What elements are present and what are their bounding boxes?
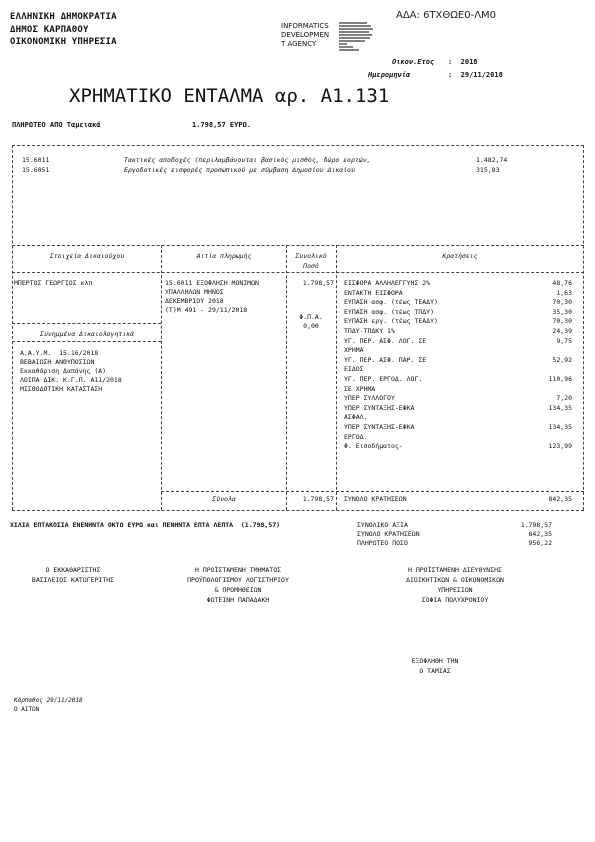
signature-line: Η ΠΡΟΪΣΤΑΜΕΝΗ ΔΙΕΥΘΥΝΣΗΣ xyxy=(408,566,502,574)
signature-line: ΒΑΣΙΛΕΙΟΣ ΚΑΤΩΓΕΡΙΤΗΣ xyxy=(31,576,115,584)
signature-line: & ΠΡΟΜΗΘΕΙΩΝ xyxy=(214,586,262,594)
attachment-item: Α.Α.Υ.Μ. 15.16/2018 xyxy=(20,349,99,357)
signature-line: Ο ΕΚΚΑΘΑΡΙΣΤΗΣ xyxy=(45,566,101,574)
deduction-amount: 70,30 xyxy=(552,317,572,326)
deduction-name: ΕΥΠΑΣΗ ασφ. (τέως ΤΠΔΥ) xyxy=(344,307,435,316)
deduction-amount: 134,35 xyxy=(548,403,572,412)
row-total: 1.798,57 xyxy=(302,279,334,287)
sum-deductions-label: ΣΥΝΟΛΟ ΚΡΑΤΗΣΕΩΝ xyxy=(344,495,407,503)
attachments-label: Συνημμένα Δικαιολογητικά xyxy=(40,330,134,338)
deduction-amount: 7,20 xyxy=(556,394,572,403)
reason-line: (Τ)Μ 491 - 29/11/2018 xyxy=(165,306,248,314)
sum-total: 1.798,57 xyxy=(302,495,334,503)
deduction-amount: 24,39 xyxy=(552,327,572,335)
deduction-name: ΥΓ. ΠΕΡ. ΑΣΦ. ΛΟΓ. ΣΕ xyxy=(344,336,427,345)
beneficiary-name: ΜΠΕΡΤΟΣ ΓΕΩΡΓΙΟΣ κλπ xyxy=(14,279,93,287)
deduction-name: ΕΥΠΑΣΗ ασφ. (τέως ΤΕΑΔΥ) xyxy=(344,298,438,307)
ada-code: ΑΔΑ: 6ΤΧΘΩΕ0-ΛΜ0 xyxy=(396,10,497,21)
attachment-item: ΜΙΣΘΟΔΟΤΙΚΗ ΚΑΤΑΣΤΑΣΗ xyxy=(20,385,103,393)
logo-fineprint-icon xyxy=(339,22,399,56)
deduction-name: ΕΙΔΟΣ xyxy=(344,365,364,374)
logo-line-2: DEVELOPMEN xyxy=(281,31,330,39)
deduction-name: ΣΕ ΧΡΗΜΑ xyxy=(344,384,376,393)
amount-in-words: ΧΙΛΙΑ ΕΠΤΑΚΟΣΙΑ ΕΝΕΝΗΝΤΑ ΟΚΤΩ ΕΥΡΩ και ΠΕΝΗΝΤΑ ΕΠΤΑ ΛΕΠΤΑ (1.798,57) xyxy=(10,521,281,529)
deduction-amount: 9,75 xyxy=(556,336,572,345)
logo-line-1: INFORMATICS xyxy=(281,22,329,30)
deduction-name: ΕΥΠΑΣΗ εργ. (τέως ΤΕΑΔΥ) xyxy=(344,317,438,326)
col-deductions: Κρατήσεις xyxy=(442,252,478,260)
signature-line: ΠΡΟΫΠΟΛΟΓΙΣΜΟΥ ΛΟΓΙΣΤΗΡΙΟΥ xyxy=(187,576,289,584)
signature-line: Η ΠΡΟΪΣΤΑΜΕΝΗ ΤΜΗΜΑΤΟΣ xyxy=(194,566,282,574)
payable-label: ΠΛΗΡΩΤΕΟ ΑΠΟ Ταμειακά xyxy=(12,121,101,129)
col-total-1: Συνολικό xyxy=(295,252,327,260)
account-amount: 1.482,74 xyxy=(476,156,508,164)
account-desc: Εργοδοτικές εισφορές προσωπικού με σύμβαση Δημοσίου Δικαίου xyxy=(124,166,355,174)
deduction-name: ΕΙΣΦΟΡΑ ΑΛΛΗΛΕΓΓΥΗΣ 2% xyxy=(344,279,431,287)
sum-deductions-total: 842,35 xyxy=(548,495,572,503)
deduction-name: ΥΓ. ΠΕΡ. ΕΡΓΟΔ. ΛΟΓ. xyxy=(344,375,423,383)
logo xyxy=(281,22,401,50)
attachment-item: ΒΕΒΑΙΩΣΗ ΑΝΘΥΠΟΣΙΩΝ xyxy=(20,358,95,366)
deduction-name: ΕΡΓΟΔ. xyxy=(344,432,368,441)
org-line-3: ΟΙΚΟΝΟΜΙΚΗ ΥΠΗΡΕΣΙΑ xyxy=(10,37,117,47)
account-desc: Τακτικές αποδοχές (περιλαμβάνονται βασικός μισθός, δώρο εορτών, xyxy=(124,156,371,164)
signature-line: ΔΙΟΙΚΗΤΙΚΩΝ & ΟΙΚΟΝΟΜΙΚΩΝ xyxy=(406,576,504,584)
deduction-amount: 48,76 xyxy=(552,279,572,287)
deduction-name: ΑΣΦΑΛ. xyxy=(344,413,368,422)
deduction-amount: 110,96 xyxy=(548,375,572,383)
summary-value: 1.798,57 xyxy=(520,521,552,529)
footer-applicant: Ο ΑΙΤΩΝ xyxy=(14,706,40,713)
account-amount: 315,83 xyxy=(476,166,500,174)
fpa-value: 0,00 xyxy=(303,322,319,330)
fpa-label: Φ.Π.Α. xyxy=(299,313,323,321)
reason-line: ΔΕΚΕΜΒΡΙΟΥ 2018 xyxy=(165,297,224,305)
fiscal-year-value: : 2018 xyxy=(448,58,478,66)
payable-amount: 1.798,57 ΕΥΡΩ. xyxy=(192,121,252,129)
summary-label: ΠΛΗΡΩΤΕΟ ΠΟΣΟ xyxy=(357,539,408,547)
deduction-name: ΥΠΕΡ ΣΥΝΤΑΞΗΣ-ΕΦΚΑ xyxy=(344,423,415,431)
deduction-name: ΥΠΕΡ ΣΥΝΤΑΞΗΣ-ΕΦΚΑ xyxy=(344,403,415,412)
deduction-name: ΧΡΗΜΑ xyxy=(344,346,364,355)
deduction-amount: 52,92 xyxy=(552,355,572,364)
signature-line: ΣΟΦΙΑ ΠΟΛΥΧΡΟΝΙΟΥ xyxy=(421,596,489,604)
deduction-amount: 134,35 xyxy=(548,423,572,431)
deduction-name: ΥΓ. ΠΕΡ. ΑΣΦ. ΠΑΡ. ΣΕ xyxy=(344,355,427,364)
payment-line: Ο ΤΑΜΙΑΣ xyxy=(419,667,451,675)
attachment-item: Εκκαθάριση Δαπάνης (Α) xyxy=(20,367,107,375)
deduction-amount: 1,63 xyxy=(556,288,572,297)
deduction-name: ΥΠΕΡ ΣΥΛΛΟΓΟΥ xyxy=(344,394,395,403)
signature-line: ΥΠΗΡΕΣΙΩΝ xyxy=(437,586,473,594)
sum-label: Σύνολα xyxy=(212,495,236,503)
logo-line-3: T AGENCY xyxy=(281,40,317,48)
deduction-amount: 35,30 xyxy=(552,307,572,316)
org-line-2: ΔΗΜΟΣ ΚΑΡΠΑΘΟΥ xyxy=(10,25,89,35)
footer-place-date: Κάρπαθος 29/11/2018 xyxy=(14,697,83,704)
reason-line: 15.6011 ΕΞΟΦΛΗΣΗ ΜΟΝΙΜΩΝ xyxy=(165,279,259,287)
col-reason: Αιτία πληρωμής xyxy=(196,252,252,260)
col-total-2: Ποσό xyxy=(303,262,319,270)
reason-line: ΥΠΑΛΛΗΛΩΝ ΜΗΝΟΣ xyxy=(165,288,224,296)
summary-label: ΣΥΝΟΛΟ ΚΡΑΤΗΣΕΩΝ xyxy=(357,530,420,538)
date-value: : 29/11/2018 xyxy=(448,71,503,79)
summary-label: ΣΥΝΟΛΙΚΟ ΑΞΙΑ xyxy=(357,521,408,529)
document-title: ΧΡΗΜΑΤΙΚΟ ΕΝΤΑΛΜΑ αρ. Α1.131 xyxy=(69,85,390,107)
fiscal-year-label: Οικον.Ετος xyxy=(392,58,435,66)
deduction-amount: 70,30 xyxy=(552,298,572,307)
summary-value: 956,22 xyxy=(528,539,552,547)
deduction-name: ΤΠΔΥ-ΤΠΔΚΥ 1% xyxy=(344,327,395,335)
payment-line: ΕΞΟΦΛΗΘΗ ΤΗΝ xyxy=(411,657,459,665)
summary-value: 842,35 xyxy=(528,530,552,538)
account-code: 15.6011 xyxy=(22,156,50,164)
date-label: Ημερομηνία xyxy=(368,71,411,79)
account-code: 15.6051 xyxy=(22,166,50,174)
col-beneficiary: Στοιχεία Δικαιούχου xyxy=(49,252,125,260)
deduction-name: ΕΝΤΑΚΤΗ ΕΙΣΦΟΡΑ xyxy=(344,288,403,297)
deduction-name: Φ. Εισοδήματος- xyxy=(344,442,403,451)
attachment-item: ΛΟΙΠΑ ΔΙΚ. Κ.Γ.Π. Α11/2018 xyxy=(20,376,122,384)
signature-line: ΦΩΤΕΙΝΗ ΠΑΠΑΔΑΚΗ xyxy=(206,596,270,604)
deduction-amount: 123,99 xyxy=(548,442,572,451)
org-line-1: ΕΛΛΗΝΙΚΗ ΔΗΜΟΚΡΑΤΙΑ xyxy=(10,12,117,22)
